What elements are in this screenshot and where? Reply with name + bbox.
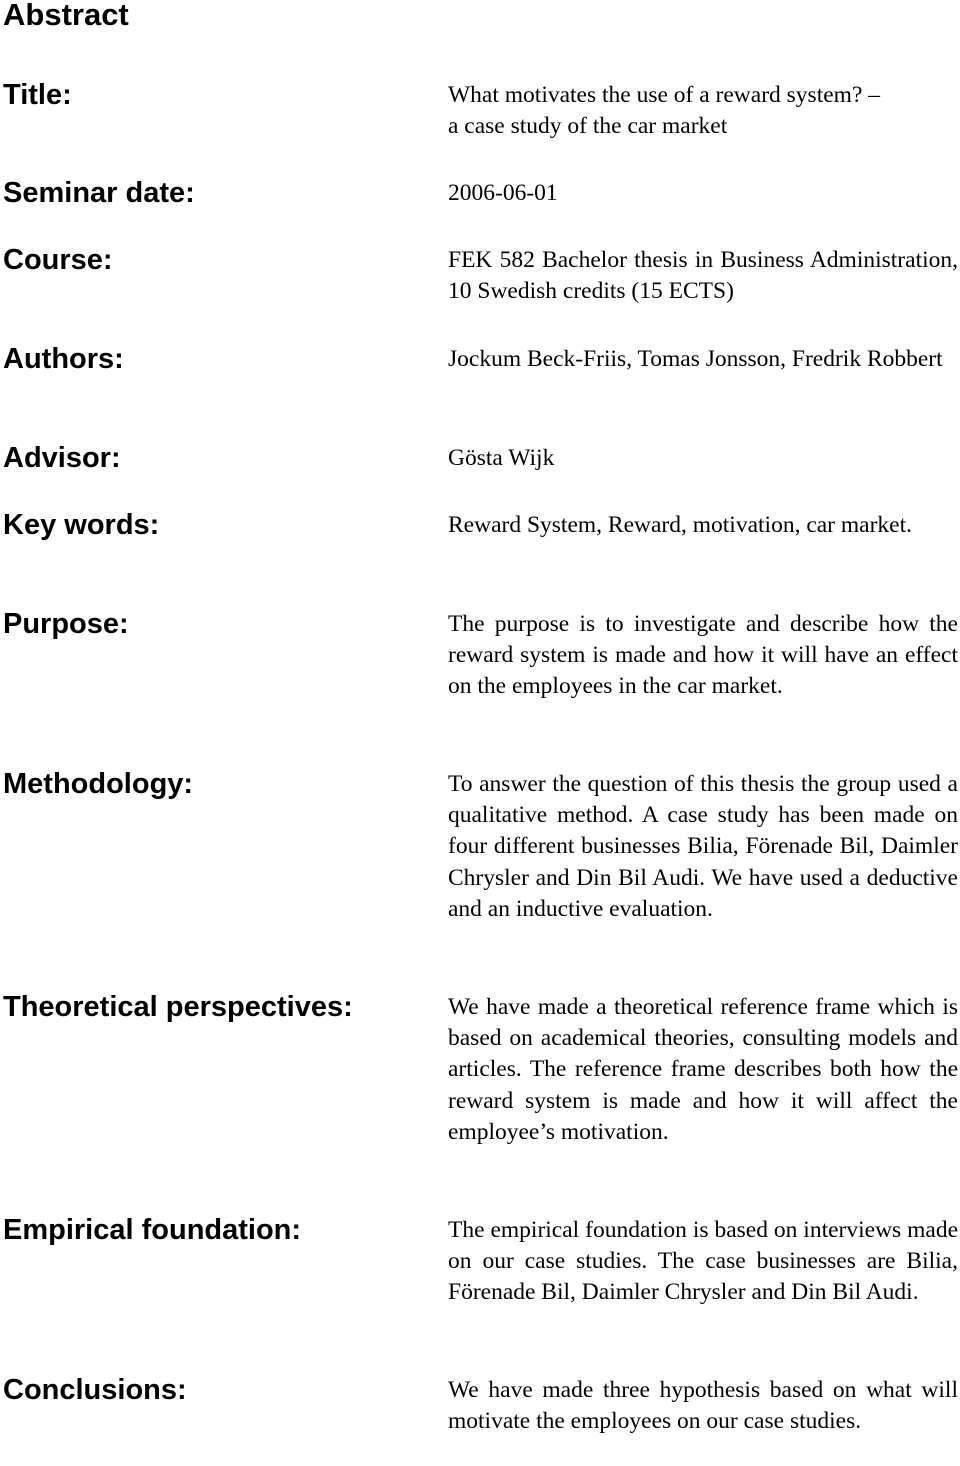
seminar-date-label: Seminar date: (3, 177, 195, 209)
conclusions-label: Conclusions: (3, 1374, 187, 1406)
key-words-label: Key words: (3, 509, 160, 541)
advisor-value: Gösta Wijk (448, 445, 555, 471)
title-value-line-1: What motivates the use of a reward system? – (448, 82, 880, 108)
course-label: Course: (3, 244, 113, 276)
empirical-foundation-value: The empirical foundation is based on interviews made on our case studies. The case businesses are Bilia, Förenade Bil, Daimler Chrysler and Din Bil Audi. (448, 1217, 958, 1306)
advisor-label: Advisor: (3, 442, 121, 474)
title-value (448, 80, 958, 142)
title-label: Title: (3, 79, 72, 111)
course-value: FEK 582 Bachelor thesis in Business Administration, 10 Swedish credits (15 ECTS) (448, 247, 958, 305)
key-words-value: Reward System, Reward, motivation, car market. (448, 512, 912, 538)
conclusions-value: We have made three hypothesis based on what will motivate the employees on our case studies. (448, 1377, 958, 1435)
purpose-value: The purpose is to investigate and describe how the reward system is made and how it will have an effect on the employees in the car market. (448, 611, 958, 700)
empirical-foundation-label: Empirical foundation: (3, 1214, 302, 1246)
abstract-heading: Abstract (3, 0, 129, 32)
title-value-line-2: a case study of the car market (448, 113, 728, 140)
methodology-label: Methodology: (3, 768, 194, 800)
methodology-value: To answer the question of this thesis the group used a qualitative method. A case study has been made on four different businesses Bilia, Förenade Bil, Daimler Chrysler and Din Bil Audi. We have used a deductive and an inductive evaluation. (448, 771, 958, 922)
seminar-date-value: 2006-06-01 (448, 180, 558, 206)
authors-label: Authors: (3, 343, 124, 375)
theoretical-perspectives-value: We have made a theoretical reference frame which is based on academical theories, consulting models and articles. The reference frame describes both how the reward system is made and how it will affect the employee’s motivation. (448, 994, 958, 1145)
authors-value: Jockum Beck-Friis, Tomas Jonsson, Fredrik Robbert (448, 346, 943, 372)
theoretical-perspectives-label: Theoretical perspectives: (3, 991, 353, 1023)
purpose-label: Purpose: (3, 608, 129, 640)
